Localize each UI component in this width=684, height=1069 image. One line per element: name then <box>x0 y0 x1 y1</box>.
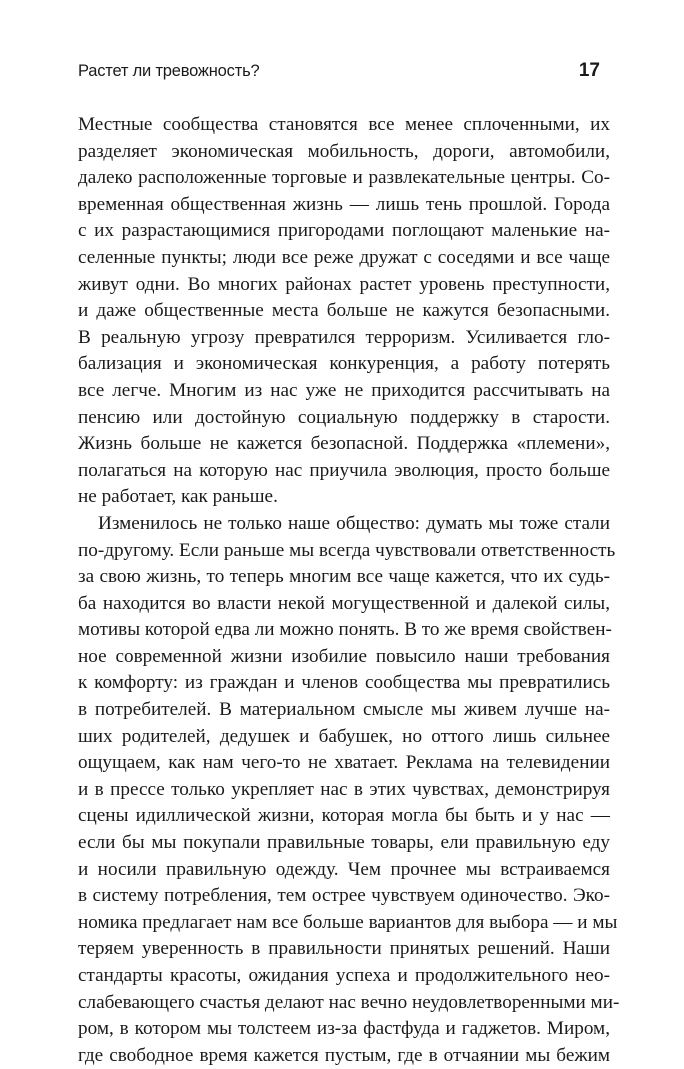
text-line: стандарты красоты, ожидания успеха и продолжительного нео- <box>78 965 610 986</box>
text-line: в систему потребления, тем острее чувствуем одиночество. Эко- <box>78 885 610 907</box>
text-line: мотивы которой едва ли можно понять. В то же время свойствен- <box>78 619 612 641</box>
text-line: и носили правильную одежду. Чем прочнее мы встраиваемся <box>78 858 610 880</box>
text-line: сцены идиллической жизни, которая могла бы быть и у нас — <box>78 805 610 827</box>
text-line: в потребителей. В материальном смысле мы живем лучше на- <box>78 699 610 721</box>
chapter-title: Растет ли тревожность? <box>78 62 260 80</box>
text-line: ших родителей, дедушек и бабушек, но оттого лишь сильнее <box>78 725 610 747</box>
text-line: с их разрастающимися пригородами поглощают маленькие на- <box>78 220 610 242</box>
text-line: живут одни. Во многих районах растет уровень преступности, <box>78 273 610 295</box>
text-line: если бы мы покупали правильные товары, ели правильную еду <box>78 832 610 854</box>
text-line: Жизнь больше не кажется безопасной. Поддержка «племени», <box>78 433 610 455</box>
text-line: за свою жизнь, то теперь многим все чаще кажется, что их судь- <box>78 566 610 588</box>
text-line: слабевающего счастья делают нас вечно неудовлетворенными ми- <box>78 991 620 1013</box>
text-line: разделяет экономическая мобильность, дороги, автомобили, <box>78 140 610 162</box>
text-line: к комфорту: из граждан и членов сообщества мы превратились <box>78 672 610 694</box>
body-text <box>78 112 620 1069</box>
text-line: бализация и экономическая конкуренция, а работу потерять <box>78 353 610 375</box>
text-line: ба находится во власти некой могущественной и далекой силы, <box>78 592 610 614</box>
text-line: Изменилось не только наше общество: думать мы тоже стали <box>98 512 610 534</box>
paragraph <box>78 511 620 1069</box>
paragraph <box>78 112 610 511</box>
text-line: Местные сообщества становятся все менее сплоченными, их <box>78 114 610 135</box>
text-line: теряем уверенность в правильности принятых решений. Наши <box>78 938 610 960</box>
text-line: и в прессе только укрепляет нас в этих чувствах, демонстрируя <box>78 778 610 800</box>
page-number: 17 <box>578 60 600 81</box>
text-line: полагаться на которую нас приучила эволюция, просто больше <box>78 459 610 481</box>
text-line: далеко расположенные торговые и развлекательные центры. Со- <box>78 167 610 189</box>
text-line: ром, в котором мы толстеем из-за фастфуда и гаджетов. Миром, <box>78 1018 610 1040</box>
text-line: временная общественная жизнь — лишь тень прошлой. Города <box>78 193 610 215</box>
text-line: по-другому. Если раньше мы всегда чувствовали ответственность <box>78 539 616 561</box>
text-line: ощущаем, как нам чего-то не хватает. Реклама на телевидении <box>78 752 610 774</box>
text-line: В реальную угрозу превратился терроризм. Усиливается гло- <box>78 326 610 348</box>
text-line: где свободное время кажется пустым, где в отчаянии мы бежим <box>78 1044 610 1066</box>
text-line: все легче. Многим из нас уже не приходится рассчитывать на <box>78 379 610 401</box>
text-line: не работает, как раньше. <box>78 486 278 508</box>
text-line: пенсию или достойную социальную поддержку в старости. <box>78 406 610 428</box>
text-line: и даже общественные места больше не кажутся безопасными. <box>78 300 610 322</box>
text-line: номика предлагает нам все больше вариантов для выбора — и мы <box>78 911 618 933</box>
text-line: селенные пункты; люди все реже дружат с соседями и все чаще <box>78 246 610 268</box>
running-header <box>78 60 600 82</box>
text-line: ное современной жизни изобилие повысило наши требования <box>78 645 610 667</box>
